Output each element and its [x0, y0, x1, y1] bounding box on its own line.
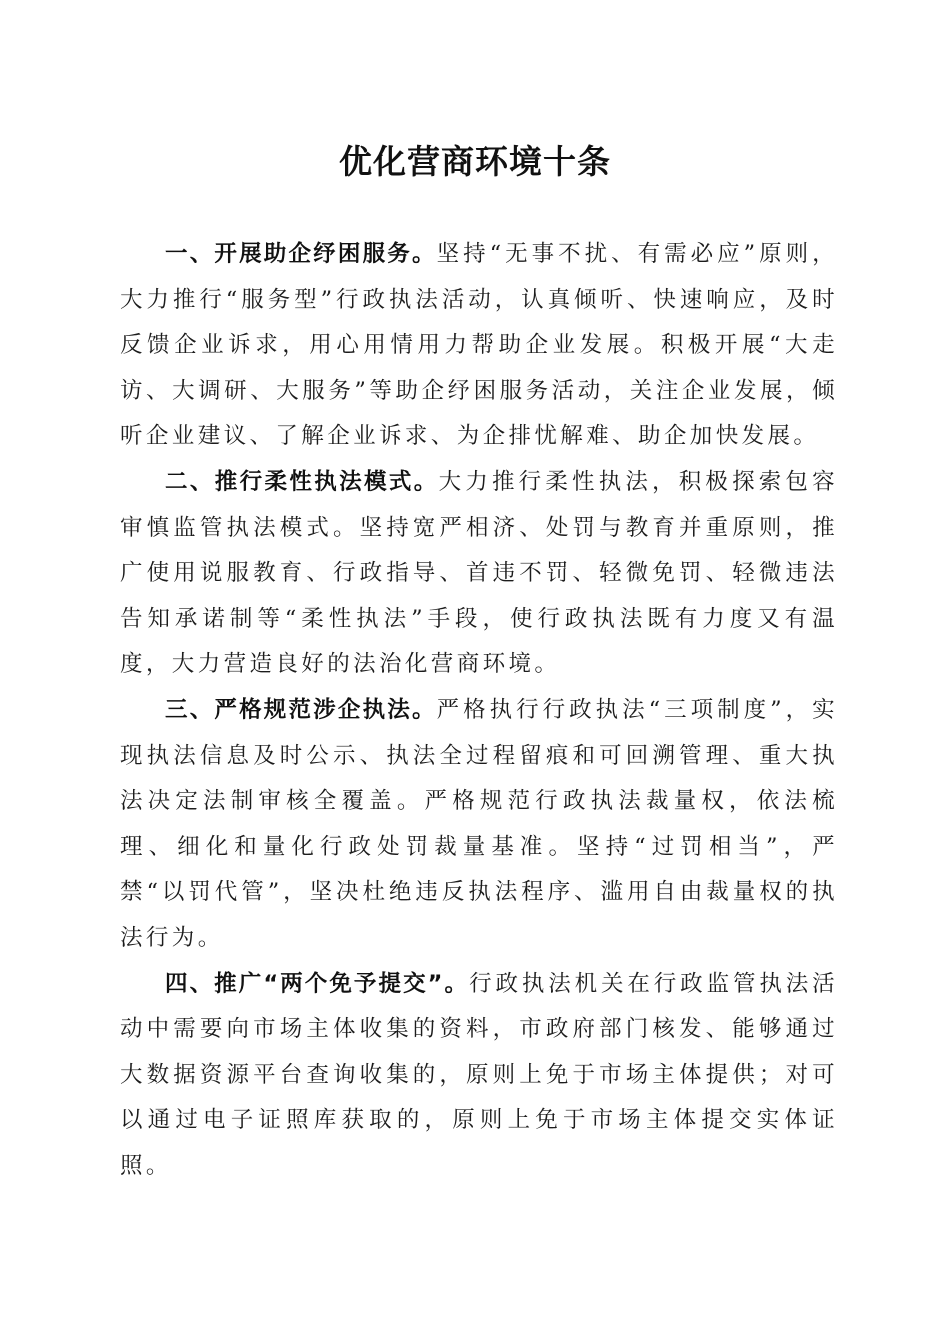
section-paragraph-4	[120, 962, 838, 1190]
section-paragraph-1	[120, 232, 838, 460]
section-text-2: 大力推行柔性执法，积极探索包容审慎监管执法模式。坚持宽严相济、处罚与教育并重原则，推广使用说服教育、行政指导、首违不罚、轻微免罚、轻微违法告知承诺制等“柔性执法”手段，使行政执法既有力度又有温度，大力营造良好的法治化营商环境。	[120, 468, 838, 678]
section-heading-4: 四、推广“两个免予提交”。	[165, 970, 470, 997]
section-paragraph-2	[120, 460, 838, 688]
section-text-1: 坚持“无事不扰、有需必应”原则，大力推行“服务型”行政执法活动，认真倾听、快速响应，及时反馈企业诉求，用心用情用力帮助企业发展。积极开展“大走访、大调研、大服务”等助企纾困服务活动，关注企业发展，倾听企业建议、了解企业诉求、为企排忧解难、助企加快发展。	[120, 241, 838, 450]
document-title: 优化营商环境十条	[339, 142, 611, 181]
section-text-3: 严格执行行政执法“三项制度”，实现执法信息及时公示、执法全过程留痕和可回溯管理、重大执法决定法制审核全覆盖。严格规范行政执法裁量权，依法梳理、细化和量化行政处罚裁量基准。坚持“过罚相当”，严禁“以罚代管”，坚决杜绝违反执法程序、滥用自由裁量权的执法行为。	[120, 696, 839, 951]
document-body	[120, 232, 838, 1189]
section-heading-2: 二、推行柔性执法模式。	[165, 468, 439, 495]
section-heading-1: 一、开展助企纾困服务。	[165, 241, 437, 267]
section-paragraph-3	[120, 688, 838, 962]
section-text-4: 行政执法机关在行政监管执法活动中需要向市场主体收集的资料，市政府部门核发、能够通过大数据资源平台查询收集的，原则上免于市场主体提供；对可以通过电子证照库获取的，原则上免于市场主体提交实体证照。	[120, 970, 838, 1179]
section-heading-3: 三、严格规范涉企执法。	[165, 696, 437, 723]
